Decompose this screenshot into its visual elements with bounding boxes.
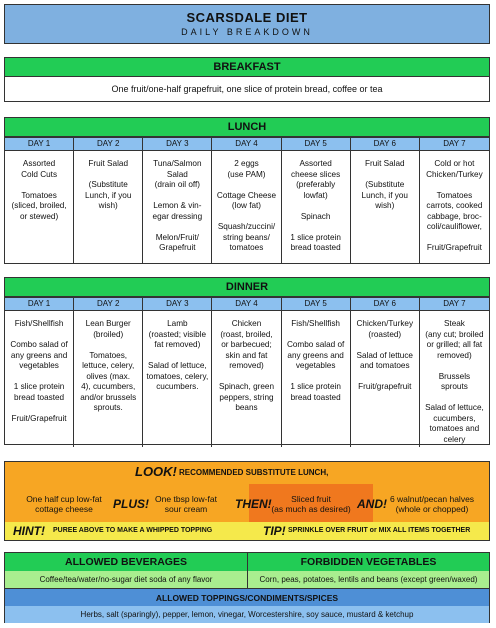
lunch-day-header: DAY 7: [420, 138, 489, 151]
lunch-day-header: DAY 2: [74, 138, 143, 151]
lunch-day-header: DAY 6: [351, 138, 420, 151]
lunch-cell: 2 eggs (use PAM) Cottage Cheese (low fat) Squash/zuccini/ string beans/ tomatoes: [212, 151, 281, 263]
dinner-day-header: DAY 6: [351, 298, 420, 311]
dinner-day-header: DAY 7: [420, 298, 489, 311]
look-callout: LOOK!: [135, 464, 177, 479]
toppings-heading: ALLOWED TOPPINGS/CONDIMENTS/SPICES: [5, 588, 489, 606]
beverages-text: Coffee/tea/water/no-sugar diet soda of any flavor: [5, 571, 248, 588]
lunch-day-header: DAY 3: [143, 138, 212, 151]
substitute-items-row: [5, 484, 489, 522]
page-subtitle: DAILY BREAKDOWN: [181, 27, 313, 37]
lunch-cell: Assorted cheese slices (preferably lowfat) Spinach 1 slice protein bread toasted: [282, 151, 351, 263]
lunch-table: [4, 137, 490, 264]
dinner-day-header: DAY 5: [282, 298, 351, 311]
forbidden-text: Corn, peas, potatoes, lentils and beans (except green/waxed): [248, 571, 489, 588]
dinner-cell: Chicken/Turkey (roasted) Salad of lettuce and tomatoes Fruit/grapefruit: [351, 311, 420, 447]
dinner-day-header: DAY 2: [74, 298, 143, 311]
dinner-cell: Fish/Shellfish Combo salad of any greens and vegetables 1 slice protein bread toasted Fruit/Grapefruit: [5, 311, 74, 447]
substitute-item: 6 walnut/pecan halves (whole or chopped): [373, 484, 490, 522]
lunch-day-header: DAY 5: [282, 138, 351, 151]
substitute-heading: RECOMMENDED SUBSTITUTE LUNCH,: [179, 468, 329, 477]
lunch-day-header: DAY 1: [5, 138, 74, 151]
lunch-cell: Tuna/Salmon Salad (drain oil off) Lemon & vin- egar dressing Melon/Fruit/ Grapefruit: [143, 151, 212, 263]
lunch-cell: Fruit Salad (Substitute Lunch, if you wish): [74, 151, 143, 263]
dinner-cell: Chicken (roast, broiled, or barbecued; skin and fat removed) Spinach, green peppers, string beans: [212, 311, 281, 447]
substitute-item: Sliced fruit (as much as desired): [249, 484, 373, 522]
rules-panel: [4, 552, 490, 623]
dinner-table: [4, 297, 490, 445]
plus-callout: PLUS!: [113, 497, 149, 511]
then-callout: THEN!: [235, 497, 272, 511]
hint-callout: HINT!: [13, 524, 45, 538]
dinner-day-header: DAY 4: [212, 298, 281, 311]
dinner-cell: Lamb (roasted; visible fat removed) Salad of lettuce, tomatoes, celery, cucumbers.: [143, 311, 212, 447]
breakfast-heading: BREAKFAST: [4, 57, 490, 77]
beverages-heading: ALLOWED BEVERAGES: [5, 553, 248, 571]
dinner-cell: Fish/Shellfish Combo salad of any greens and vegetables 1 slice protein bread toasted: [282, 311, 351, 447]
dinner-cell: Lean Burger (broiled) Tomatoes, lettuce, celery, olives (max. 4), cucumbers, and/or brussels sprouts.: [74, 311, 143, 447]
title-banner: [4, 4, 490, 44]
hint-tip-row: [5, 522, 489, 541]
substitute-heading-row: [5, 462, 489, 484]
dinner-day-header: DAY 3: [143, 298, 212, 311]
lunch-cell: Fruit Salad (Substitute Lunch, if you wish): [351, 151, 420, 263]
lunch-cell: Cold or hot Chicken/Turkey Tomatoes carrots, cooked cabbage, broc- coli/cauliflower, Fruit/Grapefruit: [426, 159, 483, 252]
breakfast-text: One fruit/one-half grapefruit, one slice of protein bread, coffee or tea: [4, 77, 490, 102]
hint-text: PUREE ABOVE TO MAKE A WHIPPED TOPPING: [53, 527, 213, 534]
lunch-day-header: DAY 4: [212, 138, 281, 151]
toppings-text: Herbs, salt (sparingly), pepper, lemon, vinegar, Worcestershire, soy sauce, mustard & ketchup: [5, 606, 489, 623]
and-callout: AND!: [357, 497, 387, 511]
forbidden-heading: FORBIDDEN VEGETABLES: [248, 553, 489, 571]
substitute-item: One tbsp low-fat sour cream: [123, 484, 249, 522]
tip-text: SPRINKLE OVER FRUIT or MIX ALL ITEMS TOGETHER: [288, 527, 471, 534]
lunch-cell: Assorted Cold Cuts Tomatoes (sliced, broiled, or stewed): [5, 151, 74, 263]
dinner-heading: DINNER: [4, 277, 490, 297]
dinner-day-header: DAY 1: [5, 298, 74, 311]
substitute-item: One half cup low-fat cottage cheese: [5, 484, 123, 522]
dinner-cell: Steak (any cut; broiled or grilled; all fat removed) Brussels sprouts Salad of lettuce, cucumbers, tomatoes and celery: [425, 319, 484, 444]
substitute-lunch-panel: [4, 461, 490, 541]
page-title: SCARSDALE DIET: [186, 10, 308, 25]
lunch-heading: LUNCH: [4, 117, 490, 137]
tip-callout: TIP!: [263, 524, 286, 538]
